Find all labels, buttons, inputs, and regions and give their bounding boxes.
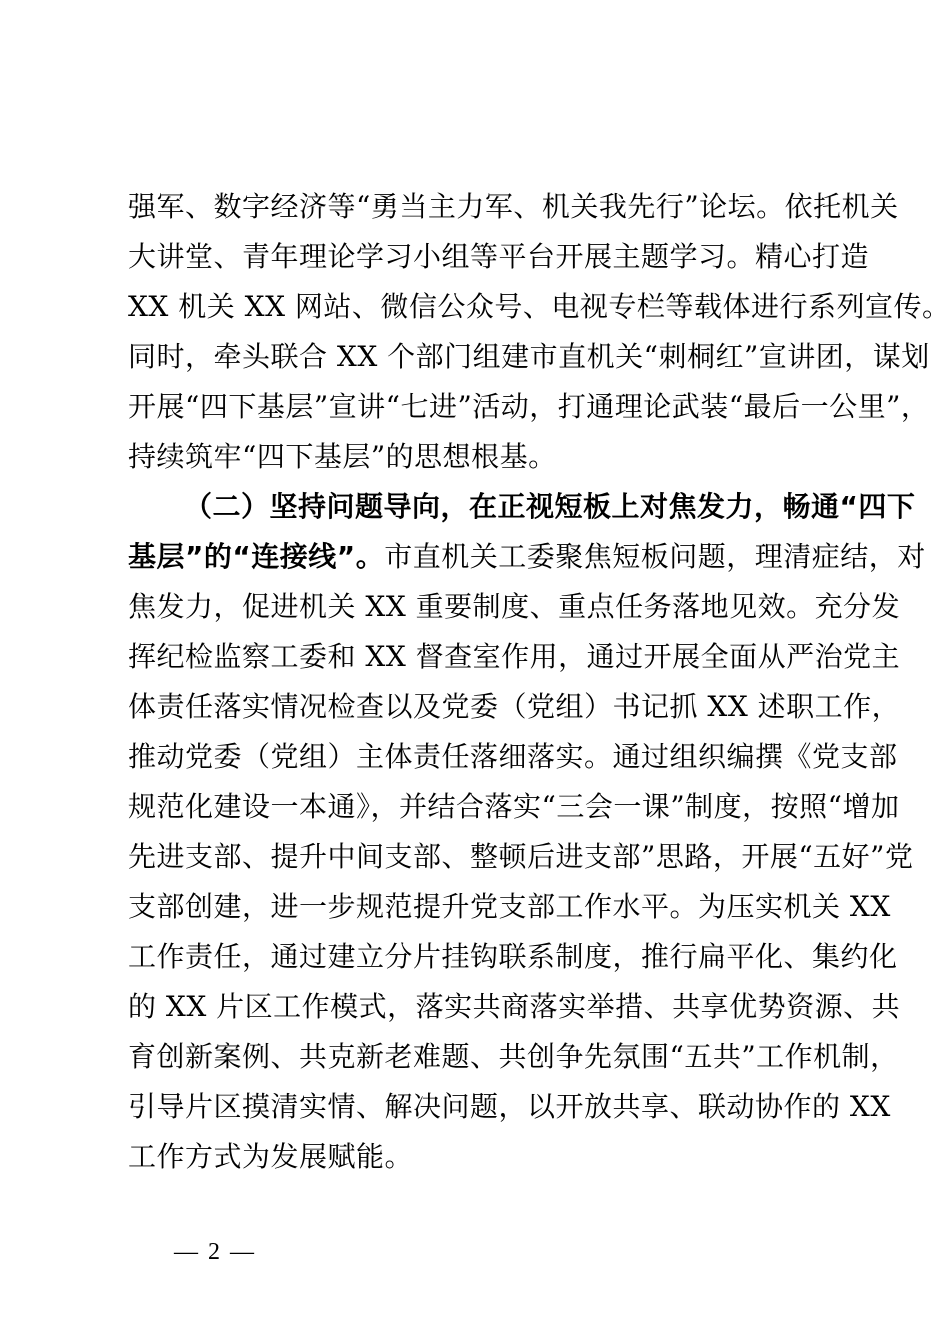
paragraph-1-line-1: 强军、数字经济等“勇当主力军、机关我先行”论坛。依托机关: [128, 190, 899, 223]
paragraph-2-line-9: 支部创建，进一步规范提升党支部工作水平。为压实机关 XX: [128, 890, 891, 923]
paragraph-2-line-2-text: 市直机关工委聚焦短板问题，理清症结，对: [384, 540, 926, 573]
paragraph-1-line-3: XX 机关 XX 网站、微信公众号、电视专栏等载体进行系列宣传。: [128, 290, 950, 323]
paragraph-2-line-2: [128, 532, 926, 582]
paragraph-2-line-11: 的 XX 片区工作模式，落实共商落实举措、共享优势资源、共: [128, 990, 901, 1023]
paragraph-1-line-5: 开展“四下基层”宣讲“七进”活动，打通理论武装“最后一公里”，: [128, 390, 930, 423]
paragraph-2-line-6: 推动党委（党组）主体责任落细落实。通过组织编撰《党支部: [128, 740, 898, 773]
paragraph-2-line-7: 规范化建设一本通》，并结合落实“三会一课”制度，按照“增加: [128, 790, 900, 823]
section-heading-line-2: 基层”的“连接线”。: [128, 540, 385, 573]
paragraph-2-line-10: 工作责任，通过建立分片挂钩联系制度，推行扁平化、集约化: [128, 940, 898, 973]
paragraph-1-line-6: 持续筑牢“四下基层”的思想根基。: [128, 440, 557, 473]
page-number: — 2 —: [174, 1239, 256, 1265]
paragraph-1-line-2: 大讲堂、青年理论学习小组等平台开展主题学习。精心打造: [128, 240, 870, 273]
paragraph-2-line-5: 体责任落实情况检查以及党委（党组）书记抓 XX 述职工作，: [128, 690, 901, 723]
paragraph-1-line-4: 同时，牵头联合 XX 个部门组建市直机关“刺桐红”宣讲团，谋划: [128, 340, 930, 373]
paragraph-2-line-3: 焦发力，促进机关 XX 重要制度、重点任务落地见效。充分发: [128, 590, 901, 623]
paragraph-2-line-12: 育创新案例、共克新老难题、共创争先氛围“五共”工作机制，: [128, 1040, 899, 1073]
paragraph-2-line-4: 挥纪检监察工委和 XX 督查室作用，通过开展全面从严治党主: [128, 640, 901, 673]
section-heading-line-1: （二）坚持问题导向，在正视短板上对焦发力，畅通“四下: [184, 490, 916, 523]
paragraph-2-line-13: 引导片区摸清实情、解决问题，以开放共享、联动协作的 XX: [128, 1090, 891, 1123]
paragraph-2-line-8: 先进支部、提升中间支部、整顿后进支部”思路，开展“五好”党: [128, 840, 914, 873]
paragraph-2-line-14: 工作方式为发展赋能。: [128, 1140, 414, 1173]
